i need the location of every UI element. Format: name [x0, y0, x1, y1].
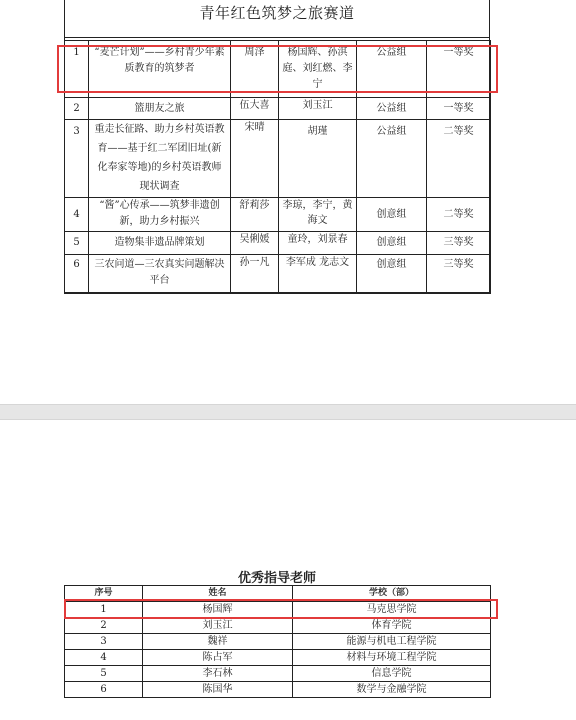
teacher-name: 陈国华 — [143, 682, 293, 698]
school-name: 信息学院 — [293, 666, 491, 682]
table-row — [65, 98, 491, 120]
school-name: 体育学院 — [293, 618, 491, 634]
project-name: 重走长征路、助力乡村英语教育——基于红二军团旧址(新化奉家等地)的乡村英语教师现状调查 — [89, 120, 231, 198]
row-number: 4 — [65, 650, 143, 666]
table-row — [65, 666, 491, 682]
project-name: “麦芒计划”——乡村青少年素质教育的筑梦者 — [89, 41, 231, 98]
school-name: 材料与环境工程学院 — [293, 650, 491, 666]
row-number: 5 — [65, 232, 89, 255]
row-number: 6 — [65, 255, 89, 294]
team-members: 李军成 龙志文 — [279, 255, 357, 294]
school-name: 马克思学院 — [293, 602, 491, 618]
table-row — [65, 255, 491, 294]
award-level: 一等奖 — [427, 98, 491, 120]
team-members: 童玲，刘景春 — [279, 232, 357, 255]
school-name: 数学与金融学院 — [293, 682, 491, 698]
school-name: 能源与机电工程学院 — [293, 634, 491, 650]
teacher-name: 陈占军 — [143, 650, 293, 666]
row-number: 2 — [65, 618, 143, 634]
project-leader: 宋晴 — [231, 120, 279, 198]
table-row — [65, 198, 491, 232]
project-name: 篮朋友之旅 — [89, 98, 231, 120]
team-members: 胡瑾 — [279, 120, 357, 198]
award-level: 三等奖 — [427, 255, 491, 294]
award-level: 二等奖 — [427, 198, 491, 232]
group-category: 公益组 — [357, 98, 427, 120]
table-row — [65, 618, 491, 634]
group-category: 创意组 — [357, 232, 427, 255]
table-row — [65, 120, 491, 198]
document-page-2 — [0, 420, 576, 720]
team-members: 刘玉江 — [279, 98, 357, 120]
table-row — [65, 232, 491, 255]
project-name: “酱”心传承——筑梦非遗创新，助力乡村振兴 — [89, 198, 231, 232]
award-level: 一等奖 — [427, 41, 491, 98]
row-number: 3 — [65, 634, 143, 650]
row-number: 6 — [65, 682, 143, 698]
column-header-number: 序号 — [65, 586, 143, 602]
column-header-name: 姓名 — [143, 586, 293, 602]
team-members: 李琼，李宁，黄海文 — [279, 198, 357, 232]
highlight-box — [57, 45, 498, 93]
project-name: 三农问道—三农真实问题解决平台 — [89, 255, 231, 294]
row-number: 2 — [65, 98, 89, 120]
teacher-name: 杨国辉 — [143, 602, 293, 618]
column-header-school: 学校（部） — [293, 586, 491, 602]
project-leader: 孙一凡 — [231, 255, 279, 294]
project-leader: 吴俐媛 — [231, 232, 279, 255]
team-members: 杨国辉、孙淇庭、刘红燃、李宁 — [279, 41, 357, 98]
row-number: 3 — [65, 120, 89, 198]
table-row — [65, 634, 491, 650]
table-divider — [64, 37, 490, 38]
award-level: 三等奖 — [427, 232, 491, 255]
row-number: 1 — [65, 41, 89, 98]
table-row — [65, 650, 491, 666]
project-leader: 舒莉莎 — [231, 198, 279, 232]
row-number: 4 — [65, 198, 89, 232]
highlight-box — [64, 599, 498, 619]
row-number: 5 — [65, 666, 143, 682]
group-category: 创意组 — [357, 198, 427, 232]
project-name: 造物集非遗品牌策划 — [89, 232, 231, 255]
project-leader: 伍大喜 — [231, 98, 279, 120]
teachers-title: 优秀指导老师 — [237, 571, 316, 586]
award-level: 二等奖 — [427, 120, 491, 198]
table-row — [65, 682, 491, 698]
teacher-name: 刘玉江 — [143, 618, 293, 634]
page-separator — [0, 404, 576, 420]
project-leader: 周泽 — [231, 41, 279, 98]
group-category: 公益组 — [357, 41, 427, 98]
row-number: 1 — [65, 602, 143, 618]
group-category: 创意组 — [357, 255, 427, 294]
teacher-name: 魏祥 — [143, 634, 293, 650]
group-category: 公益组 — [357, 120, 427, 198]
track-title: 青年红色筑梦之旅赛道 — [199, 4, 355, 22]
teacher-name: 李石林 — [143, 666, 293, 682]
